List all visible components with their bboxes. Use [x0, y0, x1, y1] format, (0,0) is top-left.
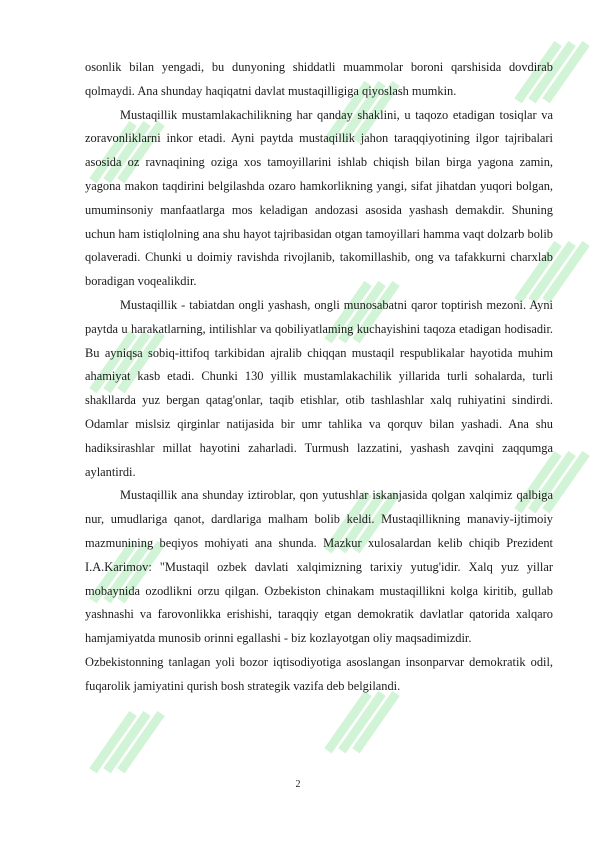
- document-page: [85, 56, 553, 699]
- watermark-stripe: [352, 691, 400, 754]
- watermark-stripe: [89, 711, 137, 774]
- watermark-stripe: [338, 691, 386, 754]
- watermark-stripe: [324, 691, 372, 754]
- paragraph: Mustaqillik - tabiatdan ongli yashash, ongli munosabatni qaror toptirish mezoni. Ayni paytda u harakatlarning, intilishlar va qobiliyatlaming kuchayishini taqoza etadigan hodisadir. Bu ayniqsa sobiq-ittifoq tarkibidan ajralib chiqqan mustaqil respublikalar hayotida muhim ahamiyat kasb etadi. Chunki 130 yillik mustamlakachilik yillarida turli sohalarda, turli shakllarda yuz bergan qatag'onlar, taqib etishlar, otib tashlashlar xalq ruhiyatini sindirdi. Odamlar mislsiz qirginlar natijasida bir umr tahlika va qorquv bilan yashadi. Ana shu hadiksirashlar millat hayotini zaharladi. Turmush lazzatini, yashash zavqini zaqqumga aylantirdi.: [85, 297, 553, 479]
- paragraph: Mustaqillik ana shunday iztiroblar, qon yutushlar iskanjasida qolgan xalqimiz qalbiga nur, umudlariga qanot, dardlariga malham bolib keldi. Mustaqillikning manaviy-ijtimoiy mazmunining beqiyos mohiyati ana shunda. Mazkur xulosalardan kelib chiqib Prezident I.A.Karimov: "Mustaqil ozbek davlati xalqimizning tarixiy yutug'idir. Xalq yuz yillar mobaynida ozodlikni orzu qilgan. Ozbekiston chinakam mustaqillikni kolga kiritib, gullab yashnashi va farovonlikka erishishi, taraqqiy etgan demokratik davlatlar qatorida xalqaro hamjamiyatda munosib orinni egallashi - biz kozlayotgan oliy maqsadimizdir.: [85, 488, 553, 646]
- watermark-stripe: [103, 711, 151, 774]
- document-body: [85, 56, 553, 699]
- paragraph: osonlik bilan yengadi, bu dunyoning shiddatli muammolar boroni qarshisida dovdirab qolmaydi. Ana shunday haqiqatni davlat mustaqilligiga qiyoslash mumkin.: [85, 60, 553, 98]
- page-number: 2: [295, 779, 301, 790]
- paragraph: Ozbekistonning tanlagan yoli bozor iqtisodiyotiga asoslangan insonparvar demokratik odil, fuqarolik jamiyatini qurish bosh strategik vazifa deb belgilandi.: [85, 654, 553, 693]
- paragraph: Mustaqillik mustamlakachilikning har qanday shaklini, u taqozo etadigan tosiqlar va zoravonliklarni inkor etadi. Ayni paytda mustaqillik jahon taraqqiyotining ilgor tajribalari asosida oz ravnaqining oziga xos tamoyillarini ishlab chiqish bilan birga yagona zamin, yagona makon taqdirini belgilashda ozaro hamkorlikning yangi, sifat jihatdan yuqori bolgan, umuminsoniy manfaatlarga mos keladigan andozasi asosida yashash demakdir. Shuning uchun ham istiqlolning ana shu hayot tajribasidan otgan tamoyillari hamma vaqt dolzarb bolib qolaveradi. Chunki u doimiy ravishda rivojlanib, takomillashib, ong va tafakkurni charxlab boradigan voqealikdir.: [85, 107, 553, 289]
- watermark-stripe: [117, 711, 165, 774]
